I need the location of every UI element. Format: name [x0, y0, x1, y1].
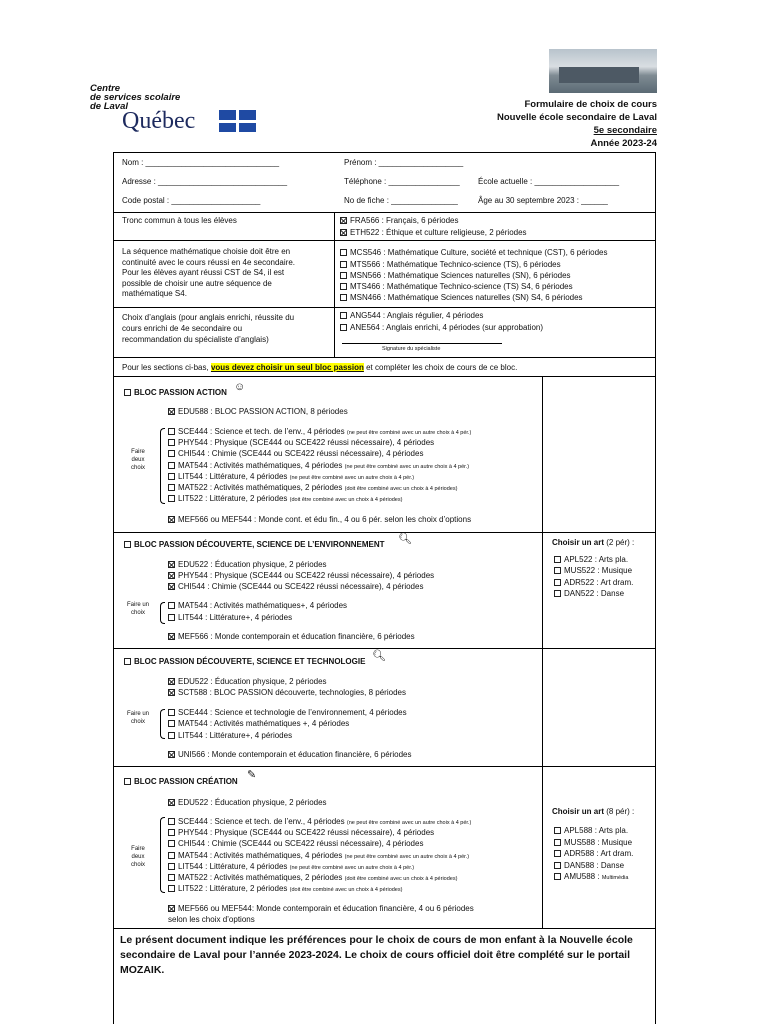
edu588-option[interactable]: EDU588 : BLOC PASSION ACTION, 8 périodes	[168, 406, 348, 417]
mat544-option[interactable]: MAT544 : Activités mathématiques, 4 périodes (ne peut être combiné avec un autre choix à 4 pér.)	[168, 460, 469, 473]
telephone-field[interactable]: Téléphone : ________________	[344, 177, 460, 186]
bloc-action-title[interactable]: BLOC PASSION ACTION	[124, 387, 227, 398]
quebec-wordmark: Québec	[122, 108, 196, 134]
code-postal-field[interactable]: Code postal : ____________________	[122, 196, 261, 205]
lit544-env-option[interactable]: LIT544 : Littérature+, 4 périodes	[168, 612, 292, 623]
mus522-option[interactable]: MUS522 : Musique	[554, 565, 632, 576]
edu522-crea-option[interactable]: EDU522 : Éducation physique, 2 périodes	[168, 797, 327, 808]
ane564-option[interactable]: ANE564 : Anglais enrichi, 4 périodes (sur approbation)	[340, 322, 543, 333]
checked-box-icon	[340, 229, 347, 236]
chi544-option[interactable]: CHI544 : Chimie (SCE444 ou SCE422 réussi nécessaire), 4 périodes	[168, 448, 423, 459]
fiche-field[interactable]: No de fiche : _______________	[344, 196, 458, 205]
nom-field[interactable]: Nom : ______________________________	[122, 158, 280, 167]
anglais-note: Choix d’anglais (pour anglais enrichi, réussite du cours enrichi de 4e secondaire ou recommandation du spécialiste d’anglais)	[122, 313, 295, 344]
faire-un-choix-label: Faire un choix	[126, 602, 149, 616]
mus588-option[interactable]: MUS588 : Musique	[554, 837, 632, 848]
phy544-crea-option[interactable]: PHY544 : Physique (SCE444 ou SCE422 réussi nécessaire), 4 périodes	[168, 827, 434, 838]
chi544-crea-option[interactable]: CHI544 : Chimie (SCE444 ou SCE422 réussi nécessaire), 4 périodes	[168, 838, 423, 849]
lit544-crea-option[interactable]: LIT544 : Littérature, 4 périodes (ne peut être combiné avec un autre choix à 4 pér.)	[168, 861, 414, 874]
age-field[interactable]: Âge au 30 septembre 2023 : ______	[478, 196, 608, 205]
adr588-option[interactable]: ADR588 : Art dram.	[554, 848, 633, 859]
sct588-option[interactable]: SCT588 : BLOC PASSION découverte, technologies, 8 périodes	[168, 687, 406, 698]
mef-crea-note: selon les choix d’options	[168, 915, 255, 924]
lit522-crea-option[interactable]: LIT522 : Littérature, 2 périodes (doit être combiné avec un choix à 4 périodes)	[168, 883, 402, 896]
sce444-tech-option[interactable]: SCE444 : Science et technologie de l’environnement, 4 périodes	[168, 707, 407, 718]
adr522-option[interactable]: ADR522 : Art dram.	[554, 577, 633, 588]
bloc-tech-title[interactable]: BLOC PASSION DÉCOUVERTE, SCIENCE ET TECHNOLOGIE	[124, 656, 365, 667]
phy544-option[interactable]: PHY544 : Physique (SCE444 ou SCE422 réussi nécessaire), 4 périodes	[168, 437, 434, 448]
amu588-option[interactable]: AMU588 : Multimédia	[554, 871, 628, 884]
logo-text: Centre de services scolaire de Laval	[90, 83, 181, 112]
art2-title: Choisir un art (8 pér) :	[552, 807, 635, 816]
mef-crea-option[interactable]: MEF566 ou MEF544: Monde contemporain et éducation financière, 4 ou 6 périodes	[168, 903, 474, 914]
ecole-field[interactable]: École actuelle : ___________________	[478, 177, 620, 186]
mts566-option[interactable]: MTS566 : Mathématique Technico-science (TS), 6 périodes	[340, 259, 561, 270]
mat522-crea-option[interactable]: MAT522 : Activités mathématiques, 2 périodes (doit être combiné avec un choix à 4 périodes)	[168, 872, 457, 885]
bloc-env-title[interactable]: BLOC PASSION DÉCOUVERTE, SCIENCE DE L’ENVIRONNEMENT	[124, 539, 385, 550]
form-header: Formulaire de choix de cours Nouvelle école secondaire de Laval 5e secondaire Année 2023-24	[497, 99, 657, 149]
prenom-field[interactable]: Prénom : ___________________	[344, 158, 464, 167]
signature-label: Signature du spécialiste	[382, 346, 441, 352]
lit544-tech-option[interactable]: LIT544 : Littérature+, 4 périodes	[168, 730, 292, 741]
mat544-env-option[interactable]: MAT544 : Activités mathématiques+, 4 périodes	[168, 600, 347, 611]
adresse-field[interactable]: Adresse : _____________________________	[122, 177, 288, 186]
apl588-option[interactable]: APL588 : Arts pla.	[554, 825, 628, 836]
art1-title: Choisir un art (2 pér) :	[552, 538, 635, 547]
tronc-label: Tronc commun à tous les élèves	[122, 216, 237, 225]
math-note: La séquence mathématique choisie doit être en continuité avec le cours réussi en 4e secondaire. Pour les élèves ayant réussi CST de S4, il est possible de choisir une autre séquence de mathématique S4.	[122, 247, 295, 298]
quebec-flag-icon	[219, 110, 256, 132]
chi544-env-option[interactable]: CHI544 : Chimie (SCE444 ou SCE422 réussi nécessaire), 4 périodes	[168, 581, 423, 592]
ang544-option[interactable]: ANG544 : Anglais régulier, 4 périodes	[340, 310, 483, 321]
lit544-option[interactable]: LIT544 : Littérature, 4 périodes (ne peut être combiné avec un autre choix à 4 pér.)	[168, 471, 414, 484]
phy544-env-option[interactable]: PHY544 : Physique (SCE444 ou SCE422 réussi nécessaire), 4 périodes	[168, 570, 434, 581]
instructions: Pour les sections ci-bas, vous devez choisir un seul bloc passion et compléter les choix de cours de ce bloc.	[122, 363, 518, 372]
mat544-crea-option[interactable]: MAT544 : Activités mathématiques, 4 périodes (ne peut être combiné avec un autre choix à 4 pér.)	[168, 850, 469, 863]
magnifier-icon: 🔍︎	[372, 650, 386, 662]
eth522-option[interactable]: ETH522 : Éthique et culture religieuse, 2 périodes	[340, 227, 527, 238]
msn566-option[interactable]: MSN566 : Mathématique Sciences naturelles (SN), 6 périodes	[340, 270, 571, 281]
faire-deux-choix-label: Faire deux choix	[130, 846, 145, 868]
uni566-option[interactable]: UNI566 : Monde contemporain et éducation financière, 6 périodes	[168, 749, 411, 760]
checked-box-icon	[340, 217, 347, 224]
bloc-crea-title[interactable]: BLOC PASSION CRÉATION	[124, 776, 238, 787]
mts466-option[interactable]: MTS466 : Mathématique Technico-science (TS) S4, 6 périodes	[340, 281, 573, 292]
faire-un-choix-label: Faire un choix	[126, 711, 149, 725]
magnifier-icon: 🔍︎	[398, 533, 412, 545]
sce444-crea-option[interactable]: SCE444 : Science et tech. de l’env., 4 périodes (ne peut être combiné avec un autre choix à 4 pér.)	[168, 816, 471, 829]
edu522-tech-option[interactable]: EDU522 : Éducation physique, 2 périodes	[168, 676, 327, 687]
edu522-env-option[interactable]: EDU522 : Éducation physique, 2 périodes	[168, 559, 327, 570]
school-photo	[549, 49, 657, 93]
mef-option[interactable]: MEF566 ou MEF544 : Monde cont. et édu fin., 4 ou 6 pér. selon les choix d’options	[168, 514, 471, 525]
mat544-tech-option[interactable]: MAT544 : Activités mathématiques +, 4 périodes	[168, 718, 349, 729]
footer-note: Le présent document indique les préférences pour le choix de cours de mon enfant à la Nouvelle école secondaire de Laval pour l’année 2023-2024. Le choix de cours officiel doit être complété sur le portail MOZAIK.	[120, 934, 633, 976]
runner-icon: ☺	[234, 381, 246, 393]
msn466-option[interactable]: MSN466 : Mathématique Sciences naturelles (SN) S4, 6 périodes	[340, 292, 583, 303]
mcs546-option[interactable]: MCS546 : Mathématique Culture, société et technique (CST), 6 périodes	[340, 247, 607, 258]
paint-tools-icon: ✎	[247, 769, 257, 781]
mef566-env-option[interactable]: MEF566 : Monde contemporain et éducation financière, 6 périodes	[168, 631, 415, 642]
faire-deux-choix-label: Faire deux choix	[130, 449, 145, 471]
mat522-option[interactable]: MAT522 : Activités mathématiques, 2 périodes (doit être combiné avec un choix à 4 périodes)	[168, 482, 457, 495]
dan588-option[interactable]: DAN588 : Danse	[554, 860, 624, 871]
sce444-option[interactable]: SCE444 : Science et tech. de l’env., 4 périodes (ne peut être combiné avec un autre choix à 4 pér.)	[168, 426, 471, 439]
dan522-option[interactable]: DAN522 : Danse	[554, 588, 624, 599]
apl522-option[interactable]: APL522 : Arts pla.	[554, 554, 628, 565]
fra566-option[interactable]: FRA566 : Français, 6 périodes	[340, 215, 459, 226]
lit522-option[interactable]: LIT522 : Littérature, 2 périodes (doit être combiné avec un choix à 4 périodes)	[168, 493, 402, 506]
